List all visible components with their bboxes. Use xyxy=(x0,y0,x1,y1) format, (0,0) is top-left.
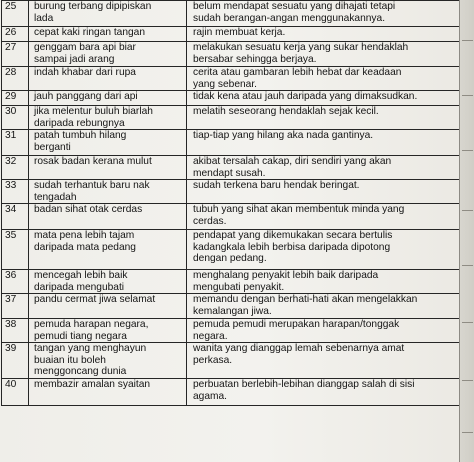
peribahasa-cell: mata pena lebih tajam daripada mata pedang xyxy=(29,230,187,270)
proverb-table xyxy=(1,0,459,406)
table-row xyxy=(2,1,460,27)
table-row xyxy=(2,294,460,319)
proverb-table-wrapper xyxy=(1,0,459,462)
peribahasa-cell: mencegah lebih baik daripada mengubati xyxy=(29,270,187,294)
table-row xyxy=(2,343,460,379)
row-number: 40 xyxy=(2,379,29,406)
adjacent-page-edge xyxy=(459,0,474,462)
meaning-cell: pendapat yang dikemukakan secara bertulis kadangkala lebih berbisa daripada dipotong dengan pedang. xyxy=(187,230,460,270)
meaning-cell: perbuatan berlebih-lebihan dianggap salah di sisi agama. xyxy=(187,379,460,406)
table-row xyxy=(2,67,460,91)
meaning-cell: menghalang penyakit lebih baik daripada mengubati penyakit. xyxy=(187,270,460,294)
table-row xyxy=(2,204,460,230)
peribahasa-cell: genggam bara api biar sampai jadi arang xyxy=(29,42,187,67)
peribahasa-cell: indah khabar dari rupa xyxy=(29,67,187,91)
row-number: 30 xyxy=(2,106,29,130)
row-number: 28 xyxy=(2,67,29,91)
peribahasa-cell: jika melentur buluh biarlah daripada rebungnya xyxy=(29,106,187,130)
table-row xyxy=(2,106,460,130)
table-row xyxy=(2,180,460,204)
peribahasa-cell: membazir amalan syaitan xyxy=(29,379,187,406)
meaning-cell: pemuda pemudi merupakan harapan/tonggak negara. xyxy=(187,319,460,343)
row-number: 29 xyxy=(2,91,29,106)
peribahasa-cell: cepat kaki ringan tangan xyxy=(29,27,187,42)
meaning-cell: melatih seseorang hendaklah sejak kecil. xyxy=(187,106,460,130)
table-row xyxy=(2,130,460,156)
table-row xyxy=(2,156,460,180)
row-number: 31 xyxy=(2,130,29,156)
peribahasa-cell: badan sihat otak cerdas xyxy=(29,204,187,230)
meaning-cell: belum mendapat sesuatu yang dihajati tetapi sudah berangan-angan menggunakannya. xyxy=(187,1,460,27)
row-number: 25 xyxy=(2,1,29,27)
table-row xyxy=(2,230,460,270)
row-number: 35 xyxy=(2,230,29,270)
row-number: 32 xyxy=(2,156,29,180)
row-number: 34 xyxy=(2,204,29,230)
meaning-cell: melakukan sesuatu kerja yang sukar hendaklah bersabar sehingga berjaya. xyxy=(187,42,460,67)
meaning-cell: cerita atau gambaran lebih hebat dar keadaan yang sebenar. xyxy=(187,67,460,91)
table-row xyxy=(2,27,460,42)
row-number: 37 xyxy=(2,294,29,319)
meaning-cell: tiap-tiap yang hilang aka nada gantinya. xyxy=(187,130,460,156)
peribahasa-cell: pandu cermat jiwa selamat xyxy=(29,294,187,319)
meaning-cell: memandu dengan berhati-hati akan mengelakkan kemalangan jiwa. xyxy=(187,294,460,319)
table-row xyxy=(2,379,460,406)
peribahasa-cell: sudah terhantuk baru nak tengadah xyxy=(29,180,187,204)
peribahasa-cell: jauh panggang dari api xyxy=(29,91,187,106)
row-number: 26 xyxy=(2,27,29,42)
meaning-cell: sudah terkena baru hendak beringat. xyxy=(187,180,460,204)
peribahasa-cell: rosak badan kerana mulut xyxy=(29,156,187,180)
meaning-cell: tidak kena atau jauh daripada yang dimaksudkan. xyxy=(187,91,460,106)
table-row xyxy=(2,270,460,294)
meaning-cell: tubuh yang sihat akan membentuk minda yang cerdas. xyxy=(187,204,460,230)
row-number: 33 xyxy=(2,180,29,204)
table-row xyxy=(2,91,460,106)
table-row xyxy=(2,42,460,67)
peribahasa-cell: patah tumbuh hilang berganti xyxy=(29,130,187,156)
peribahasa-cell: burung terbang dipipiskan lada xyxy=(29,1,187,27)
meaning-cell: akibat tersalah cakap, diri sendiri yang akan mendapt susah. xyxy=(187,156,460,180)
row-number: 39 xyxy=(2,343,29,379)
row-number: 27 xyxy=(2,42,29,67)
row-number: 36 xyxy=(2,270,29,294)
table-body xyxy=(2,1,460,406)
peribahasa-cell: pemuda harapan negara, pemudi tiang negara xyxy=(29,319,187,343)
meaning-cell: rajin membuat kerja. xyxy=(187,27,460,42)
peribahasa-cell: tangan yang menghayun buaian itu boleh menggoncang dunia xyxy=(29,343,187,379)
meaning-cell: wanita yang dianggap lemah sebenarnya amat perkasa. xyxy=(187,343,460,379)
table-row xyxy=(2,319,460,343)
row-number: 38 xyxy=(2,319,29,343)
